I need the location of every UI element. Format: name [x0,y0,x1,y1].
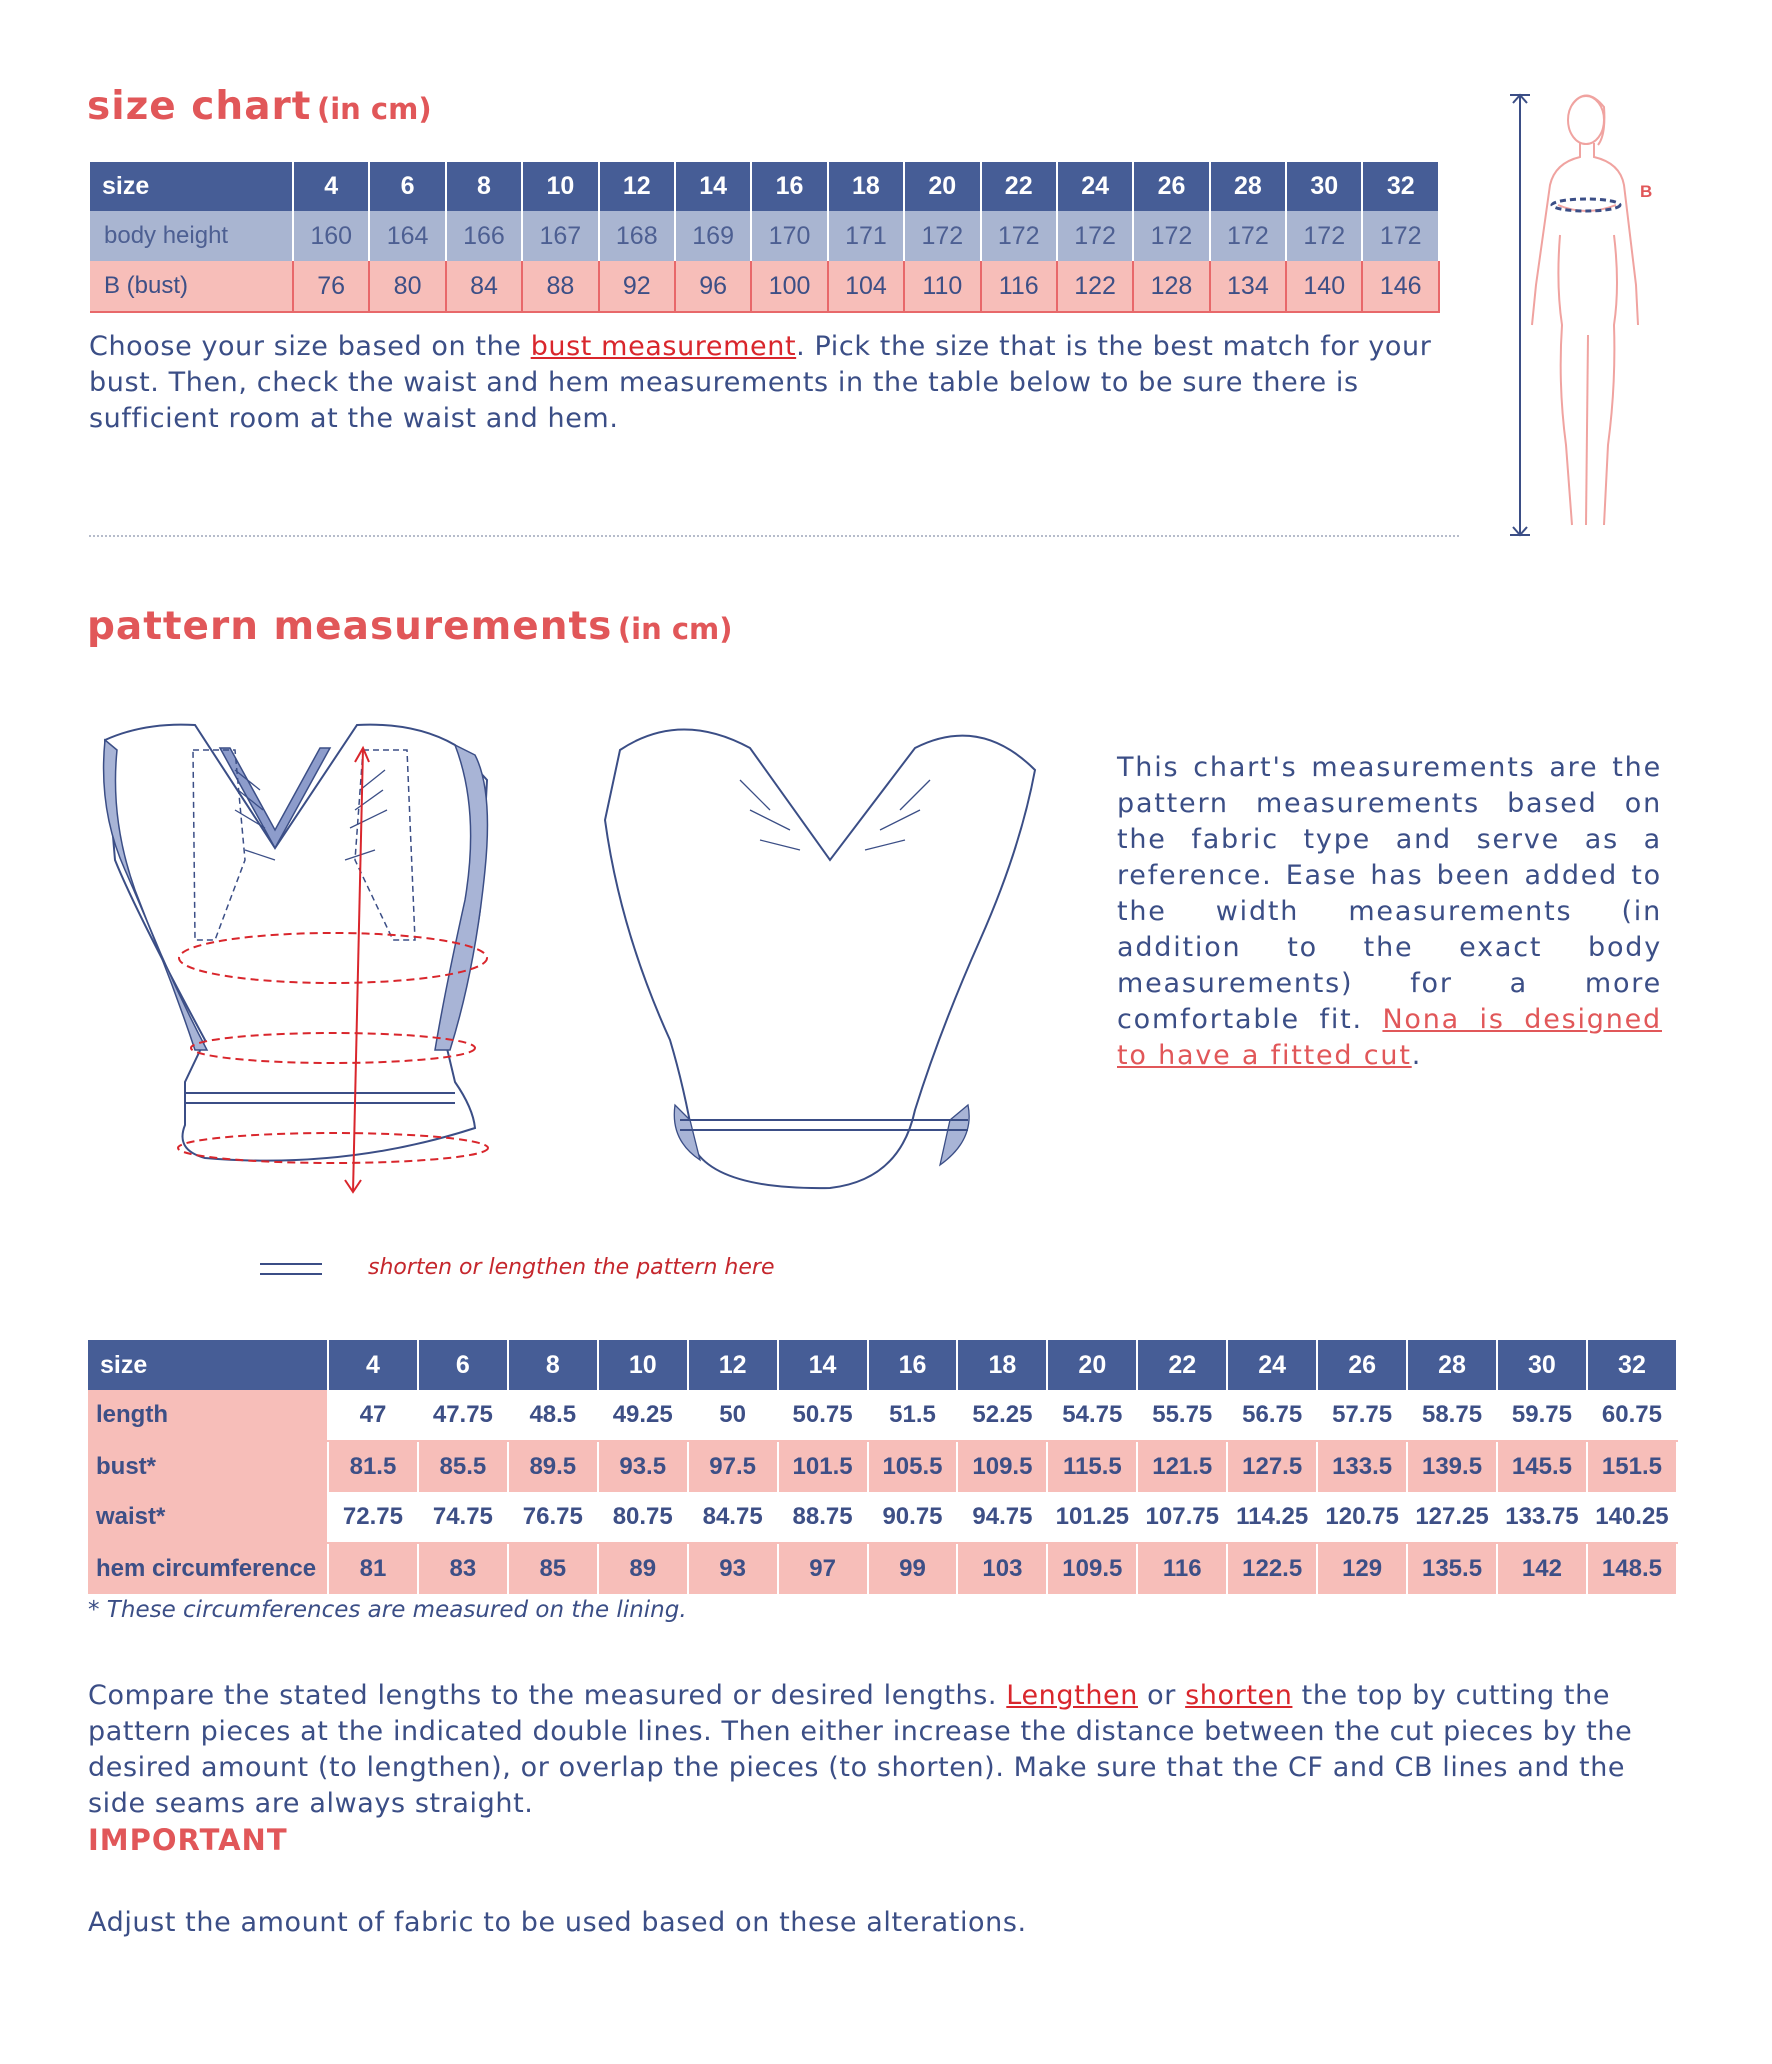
pattern-size-header-cell: 18 [957,1340,1047,1390]
pattern-value-cell: 76.75 [508,1492,598,1543]
pattern-value-cell: 109.5 [1047,1543,1137,1594]
pattern-value-cell: 99 [868,1543,958,1594]
pattern-value-cell: 97 [778,1543,868,1594]
size-chart-table [90,162,1440,313]
pattern-value-cell: 94.75 [957,1492,1047,1543]
garment-front-illustration [95,710,575,1210]
pattern-value-cell: 89 [598,1543,688,1594]
fitted-cut-link[interactable]: Nona is designed to have a fitted cut [1117,1004,1662,1071]
pattern-value-cell: 133.5 [1317,1441,1407,1492]
pattern-value-cell: 59.75 [1497,1390,1587,1441]
pattern-value-cell: 57.75 [1317,1390,1407,1441]
pattern-value-cell: 97.5 [688,1441,778,1492]
pattern-value-cell: 93 [688,1543,778,1594]
lengthen-link[interactable]: Lengthen [1006,1680,1138,1711]
instructions-text-2: . Pick the size that is the best match for your bust. Then, check the waist and hem measurements in the table below to be sure there is sufficient room at the waist and hem. [89,331,1432,434]
pattern-row [88,1441,1677,1492]
footnote: * These circumferences are measured on the lining. [88,1597,687,1623]
size-header-cell: 32 [1362,162,1439,211]
body-height-cell: 172 [904,211,980,261]
pattern-row [88,1492,1677,1543]
instructions-text-1: Choose your size based on the [89,331,531,362]
pattern-value-cell: 135.5 [1407,1543,1497,1594]
pattern-size-header-cell: 24 [1227,1340,1317,1390]
pattern-value-cell: 140.25 [1587,1492,1677,1543]
bust-cell: 88 [522,261,598,312]
figure-bust-label: B [1640,182,1653,201]
pattern-value-cell: 93.5 [598,1441,688,1492]
pattern-value-cell: 105.5 [868,1441,958,1492]
pattern-size-header-cell: 20 [1047,1340,1137,1390]
bust-cell: 76 [293,261,369,312]
pattern-value-cell: 120.75 [1317,1492,1407,1543]
pattern-value-cell: 72.75 [328,1492,418,1543]
alteration-text-1: Compare the stated lengths to the measured or desired lengths. [88,1680,1007,1711]
section-divider [89,535,1459,537]
pattern-value-cell: 51.5 [868,1390,958,1441]
body-height-cell: 171 [828,211,904,261]
size-header-cell: 30 [1286,162,1362,211]
adjust-fabric-text: Adjust the amount of fabric to be used based on these alterations. [88,1907,1027,1938]
bust-cell: 110 [904,261,980,312]
pattern-size-header-cell: 26 [1317,1340,1407,1390]
pattern-value-cell: 122.5 [1227,1543,1317,1594]
size-header-cell: 26 [1133,162,1209,211]
pattern-value-cell: 54.75 [1047,1390,1137,1441]
pattern-row-label: waist* [88,1492,328,1543]
body-height-cell: 172 [1133,211,1209,261]
pattern-value-cell: 133.75 [1497,1492,1587,1543]
alteration-instructions [88,1678,1663,1822]
pattern-size-header-cell: 16 [868,1340,958,1390]
pattern-title: pattern measurements [87,604,613,649]
body-height-cell: 164 [369,211,445,261]
pattern-value-cell: 101.5 [778,1441,868,1492]
size-header-cell: 14 [675,162,751,211]
pattern-value-cell: 58.75 [1407,1390,1497,1441]
bust-cell: 134 [1210,261,1286,312]
pattern-value-cell: 48.5 [508,1390,598,1441]
bust-cell: 100 [751,261,827,312]
bust-cell: 140 [1286,261,1362,312]
bust-measurement-link[interactable]: bust measurement [530,331,797,362]
pattern-value-cell: 127.25 [1407,1492,1497,1543]
body-figure-illustration [1480,85,1680,545]
bust-label: B (bust) [90,261,293,312]
bust-cell: 104 [828,261,904,312]
size-chart-unit: (in cm) [316,92,432,126]
body-height-cell: 172 [1362,211,1439,261]
pattern-size-header-cell: 12 [688,1340,778,1390]
size-header-cell: 12 [599,162,675,211]
size-header-row [90,162,1439,211]
pattern-value-cell: 129 [1317,1543,1407,1594]
pattern-value-cell: 127.5 [1227,1441,1317,1492]
pattern-value-cell: 83 [418,1543,508,1594]
pattern-value-cell: 56.75 [1227,1390,1317,1441]
body-height-cell: 172 [1057,211,1133,261]
pattern-value-cell: 52.25 [957,1390,1047,1441]
size-header-cell: 20 [904,162,980,211]
body-height-cell: 160 [293,211,369,261]
pattern-value-cell: 151.5 [1587,1441,1677,1492]
pattern-value-cell: 90.75 [868,1492,958,1543]
pattern-size-header-cell: 10 [598,1340,688,1390]
bust-cell: 122 [1057,261,1133,312]
pattern-value-cell: 107.75 [1137,1492,1227,1543]
pattern-value-cell: 81 [328,1543,418,1594]
bust-cell: 80 [369,261,445,312]
pattern-value-cell: 47.75 [418,1390,508,1441]
bust-cell: 128 [1133,261,1209,312]
size-header-label: size [90,162,293,211]
pattern-value-cell: 139.5 [1407,1441,1497,1492]
pattern-value-cell: 121.5 [1137,1441,1227,1492]
body-height-label: body height [90,211,293,261]
pattern-row-label: bust* [88,1441,328,1492]
pattern-description-text: This chart's measurements are the pattern measurements based on the fabric type and serve as a reference. Ease has been added to the width measurements (in addition to the exact body measurements) for a more comfortable fit. [1117,752,1662,1035]
size-header-cell: 6 [369,162,445,211]
pattern-value-cell: 81.5 [328,1441,418,1492]
pattern-heading [87,604,733,649]
pattern-value-cell: 115.5 [1047,1441,1137,1492]
height-arrow [1510,95,1530,535]
alteration-text-3: the top by cutting the pattern pieces at the indicated double lines. Then either increase the distance between the cut pieces by the desired amount (to lengthen), or overlap the pieces (to shorten). Make sure that the CF and CB lines and the side seams are always straight. [88,1680,1633,1819]
pattern-value-cell: 101.25 [1047,1492,1137,1543]
bust-cell: 96 [675,261,751,312]
pattern-measurements-table [88,1340,1678,1594]
shorten-link[interactable]: shorten [1185,1680,1293,1711]
size-header-cell: 24 [1057,162,1133,211]
legend-text: shorten or lengthen the pattern here [368,1255,775,1280]
pattern-description-end: . [1411,1040,1423,1071]
bust-cell: 116 [981,261,1057,312]
pattern-value-cell: 74.75 [418,1492,508,1543]
pattern-header-label: size [88,1340,328,1390]
bust-row [90,261,1439,312]
body-height-cell: 169 [675,211,751,261]
body-height-cell: 172 [1210,211,1286,261]
pattern-size-header-cell: 4 [328,1340,418,1390]
pattern-value-cell: 80.75 [598,1492,688,1543]
size-chart-title: size chart [87,84,312,129]
pattern-value-cell: 85 [508,1543,598,1594]
pattern-size-header-cell: 30 [1497,1340,1587,1390]
pattern-value-cell: 109.5 [957,1441,1047,1492]
woman-outline [1532,95,1638,525]
body-height-row [90,211,1439,261]
pattern-row-label: hem circumference [88,1543,328,1594]
pattern-value-cell: 114.25 [1227,1492,1317,1543]
pattern-size-header-cell: 6 [418,1340,508,1390]
size-header-cell: 28 [1210,162,1286,211]
pattern-value-cell: 50 [688,1390,778,1441]
pattern-value-cell: 103 [957,1543,1047,1594]
pattern-size-header-cell: 32 [1587,1340,1677,1390]
body-height-cell: 172 [981,211,1057,261]
pattern-value-cell: 116 [1137,1543,1227,1594]
pattern-row-label: length [88,1390,328,1441]
pattern-size-header-cell: 14 [778,1340,868,1390]
pattern-value-cell: 142 [1497,1543,1587,1594]
alteration-text-2: or [1137,1680,1186,1711]
size-header-cell: 4 [293,162,369,211]
body-height-cell: 168 [599,211,675,261]
pattern-value-cell: 47 [328,1390,418,1441]
size-chart-heading [87,84,432,129]
size-header-cell: 22 [981,162,1057,211]
bust-measure-line [1552,199,1620,211]
pattern-value-cell: 88.75 [778,1492,868,1543]
garment-back-illustration [590,710,1060,1210]
pattern-size-header-cell: 8 [508,1340,598,1390]
pattern-value-cell: 85.5 [418,1441,508,1492]
bust-cell: 84 [446,261,522,312]
pattern-unit: (in cm) [617,612,733,646]
pattern-value-cell: 49.25 [598,1390,688,1441]
pattern-header-row [88,1340,1677,1390]
bust-cell: 92 [599,261,675,312]
size-header-cell: 8 [446,162,522,211]
pattern-size-header-cell: 22 [1137,1340,1227,1390]
pattern-row [88,1543,1677,1594]
pattern-value-cell: 55.75 [1137,1390,1227,1441]
body-height-cell: 170 [751,211,827,261]
pattern-size-header-cell: 28 [1407,1340,1497,1390]
size-chart-instructions [89,329,1449,437]
body-height-cell: 166 [446,211,522,261]
legend-double-line-icon [260,1263,322,1275]
pattern-value-cell: 89.5 [508,1441,598,1492]
pattern-row [88,1390,1677,1441]
pattern-value-cell: 84.75 [688,1492,778,1543]
important-heading: IMPORTANT [88,1823,288,1857]
pattern-value-cell: 148.5 [1587,1543,1677,1594]
size-header-cell: 16 [751,162,827,211]
bust-cell: 146 [1362,261,1439,312]
size-header-cell: 10 [522,162,598,211]
body-height-cell: 167 [522,211,598,261]
pattern-value-cell: 145.5 [1497,1441,1587,1492]
body-height-cell: 172 [1286,211,1362,261]
pattern-value-cell: 50.75 [778,1390,868,1441]
pattern-description [1117,750,1662,1074]
pattern-value-cell: 60.75 [1587,1390,1677,1441]
size-header-cell: 18 [828,162,904,211]
